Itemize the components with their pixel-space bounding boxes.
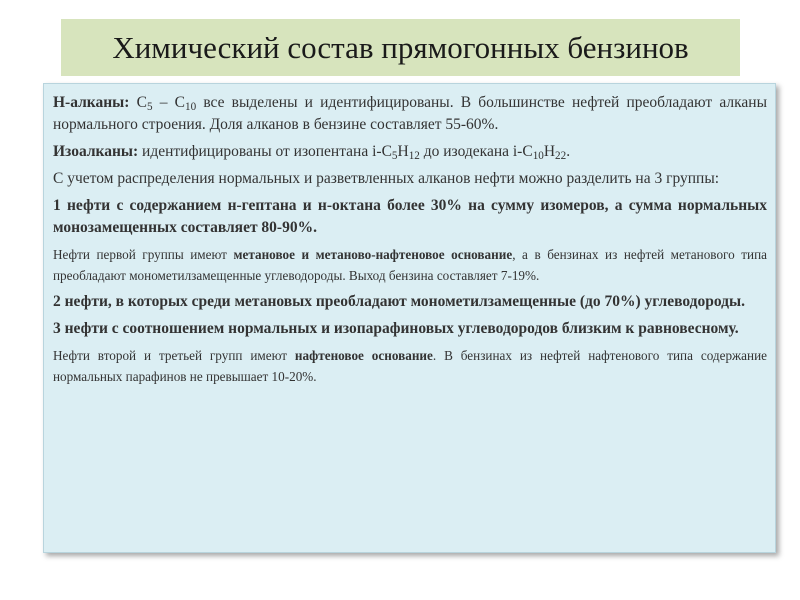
paragraph-group-2: 2 нефти, в которых среди метановых преобладают монометилзамещенные (до 70%) углеводороды. [53, 293, 745, 310]
isoalkanes-term: Изоалканы: [53, 143, 139, 160]
slide-title: Химический состав прямогонных бензинов [112, 29, 689, 65]
paragraph-groups-intro: С учетом распределения нормальных и разветвленных алканов нефти можно разделить на 3 группы: [53, 170, 720, 187]
paragraph-group-3: 3 нефти с соотношением нормальных и изопарафиновых углеводородов близким к равновесному. [53, 320, 739, 337]
title-banner [61, 19, 740, 76]
paragraph-group-1: 1 нефти с содержанием н-гептана и н-октана более 30% на сумму изомеров, а сумма нормальных монозамещенных составляет 80-90%. [53, 197, 767, 236]
n-alkanes-term: Н-алканы: [53, 94, 130, 111]
paragraph-isoalkanes: Изоалканы: идентифицированы от изопентана $i-C_5H_{12}$ до изодекана $i-C_{10}H_{22}$. [53, 143, 571, 162]
methane-base-term: метановое и метаново-нафтеновое основание [233, 247, 513, 262]
content-panel [43, 83, 776, 553]
paragraph-group-1-note: Нефти первой группы имеют метановое и метаново-нафтеновое основание, а в бензинах из нефтей метанового типа преобладают монометилзамещенные углеводороды. Выход бензина составляет 7-19%. [53, 247, 767, 283]
naphthene-base-term: нафтеновое основание [294, 348, 433, 363]
paragraph-groups-2-3-note: Нефти второй и третьей групп имеют нафтеновое основание. В бензинах из нефтей нафтенового типа содержание нормальных парафинов не превышает 10-20%. [53, 348, 767, 384]
paragraph-n-alkanes: Н-алканы: $С_5 - С_{10}$ все выделены и идентифицированы. В большинстве нефтей преобладают алканы нормального строения. Доля алканов в бензине составляет 55-60%. [53, 94, 768, 133]
